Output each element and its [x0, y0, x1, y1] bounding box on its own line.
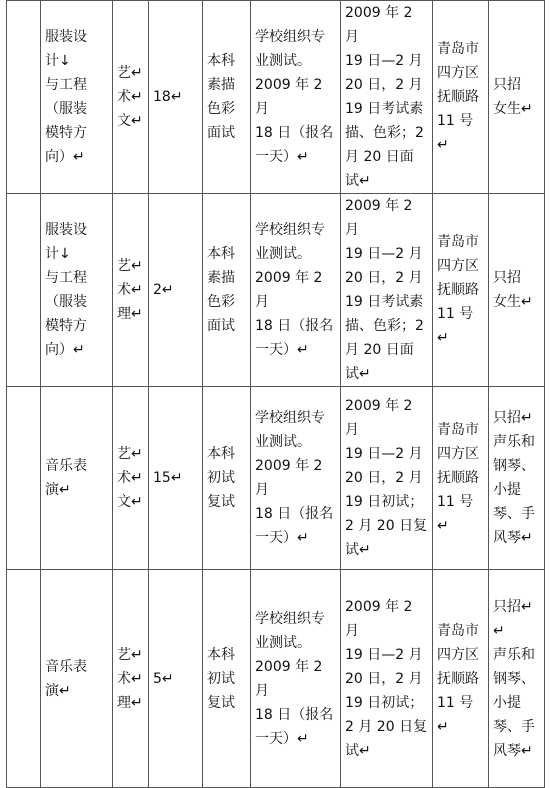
level-cell-line: 本科	[207, 446, 235, 462]
category-cell	[113, 570, 149, 788]
exam-cell-line: 一天）↵	[255, 342, 309, 358]
location-cell-line: 11 号↵	[437, 306, 474, 346]
category-cell-line: 艺↵	[117, 646, 143, 663]
level-cell-line: 素描	[207, 270, 235, 286]
location-cell-line: 青岛市	[437, 234, 479, 250]
row-gutter	[7, 570, 41, 788]
dates-cell-line: 2 月 20 日复	[345, 718, 428, 735]
dates-cell-line: 试↵	[345, 173, 371, 189]
level-cell-line: 本科	[207, 53, 235, 69]
dates-cell-line: 试↵	[345, 742, 371, 759]
major-cell-line: 计↓	[45, 53, 71, 69]
dates-cell-line: 19 日—2 月	[345, 53, 423, 69]
requirement-cell-line: 钢琴、	[493, 670, 535, 687]
exam-cell-line: 18 日（报名	[255, 125, 334, 141]
dates-cell-line: 描、色彩；2	[345, 318, 424, 334]
major-cell-line: 模特方	[45, 125, 87, 141]
exam-cell-line: 业测试。	[255, 634, 311, 651]
location-cell-line: 四方区	[437, 446, 479, 462]
category-cell-line: 文↵	[117, 113, 143, 129]
count-cell-line: 5↵	[153, 670, 174, 687]
exam-cell-line: 2009 年 2 月	[255, 658, 323, 699]
dates-cell-line: 2009 年 2 月	[345, 598, 413, 639]
dates-cell-line: 2009 年 2 月	[345, 5, 413, 45]
dates-cell-line: 19 日—2 月	[345, 246, 423, 262]
table-row	[7, 194, 545, 387]
requirement-cell-line: 琴、手	[493, 506, 535, 522]
requirement-cell-line: 只招	[493, 77, 521, 93]
location-cell-line: 11 号↵	[437, 494, 474, 534]
location-cell	[433, 194, 489, 387]
dates-cell-line: 20 日，2 月	[345, 470, 423, 486]
dates-cell-line: 20 日，2 月	[345, 77, 423, 93]
major-cell-line: 音乐表	[45, 658, 87, 675]
location-cell-line: 四方区	[437, 258, 479, 274]
category-cell-line: 艺↵	[117, 65, 143, 81]
major-cell	[41, 194, 113, 387]
category-cell-line: 文↵	[117, 494, 143, 510]
location-cell-line: 11 号↵	[437, 113, 474, 153]
requirement-cell-line: 小提	[493, 482, 521, 498]
dates-cell-line: 2 月 20 日复	[345, 518, 428, 534]
dates-cell-line: 2009 年 2 月	[345, 398, 413, 438]
requirement-cell	[489, 570, 545, 788]
exam-cell-line: 一天）↵	[255, 149, 309, 165]
major-cell-line: 与工程	[45, 270, 87, 286]
level-cell-line: 面试	[207, 125, 235, 141]
requirement-cell-line: 只招↵	[493, 598, 533, 615]
dates-cell-line: 19 日—2 月	[345, 446, 423, 462]
level-cell	[203, 387, 251, 570]
location-cell-line: 四方区	[437, 65, 479, 81]
count-cell-line: 18↵	[153, 89, 183, 105]
requirement-cell	[489, 1, 545, 194]
major-cell-line: 计↓	[45, 246, 71, 262]
requirement-cell-line: 只招	[493, 270, 521, 286]
major-cell	[41, 1, 113, 194]
exam-cell-line: 业测试。	[255, 434, 311, 450]
exam-cell	[251, 194, 341, 387]
dates-cell-line: 2009 年 2 月	[345, 198, 413, 238]
count-cell	[149, 387, 203, 570]
dates-cell-line: 描、色彩；2	[345, 125, 424, 141]
table-row	[7, 1, 545, 194]
exam-cell-line: 18 日（报名	[255, 318, 334, 334]
dates-cell-line: 20 日，2 月	[345, 670, 423, 687]
location-cell-line: 抚顺路	[437, 470, 479, 486]
exam-cell-line: 18 日（报名	[255, 506, 334, 522]
location-cell-line: 抚顺路	[437, 670, 479, 687]
requirement-cell-line: 只招↵	[493, 410, 533, 426]
row-gutter	[7, 1, 41, 194]
location-cell-line: 四方区	[437, 646, 479, 663]
category-cell-line: 术↵	[117, 670, 143, 687]
location-cell	[433, 387, 489, 570]
exam-cell	[251, 1, 341, 194]
location-cell-line: 抚顺路	[437, 89, 479, 105]
count-cell	[149, 1, 203, 194]
row-gutter	[7, 194, 41, 387]
major-cell-line: （服装	[45, 101, 87, 117]
dates-cell-line: 19 日考试素	[345, 294, 424, 310]
location-cell-line: 青岛市	[437, 422, 479, 438]
exam-cell-line: 2009 年 2 月	[255, 77, 323, 117]
major-cell-line: 服装设	[45, 29, 87, 45]
exam-cell-line: 业测试。	[255, 53, 311, 69]
category-cell-line: 理↵	[117, 306, 143, 322]
requirement-cell-line: 女生↵	[493, 101, 533, 117]
location-cell	[433, 1, 489, 194]
dates-cell-line: 试↵	[345, 366, 371, 382]
exam-cell-line: 一天）↵	[255, 530, 309, 546]
level-cell-line: 初试	[207, 470, 235, 486]
requirement-cell-line: ↵	[493, 622, 505, 639]
category-cell-line: 术↵	[117, 89, 143, 105]
requirement-cell-line: 声乐和	[493, 646, 535, 663]
count-cell	[149, 194, 203, 387]
count-cell-line: 2↵	[153, 282, 174, 298]
major-cell-line: 与工程	[45, 77, 87, 93]
dates-cell-line: 19 日初试；	[345, 694, 424, 711]
requirement-cell-line: 琴、手	[493, 718, 535, 735]
level-cell-line: 初试	[207, 670, 235, 687]
level-cell-line: 色彩	[207, 294, 235, 310]
category-cell-line: 艺↵	[117, 446, 143, 462]
level-cell	[203, 194, 251, 387]
major-cell-line: 模特方	[45, 318, 87, 334]
major-cell	[41, 387, 113, 570]
exam-cell-line: 一天）↵	[255, 730, 309, 747]
dates-cell-line: 月 20 日面	[345, 342, 414, 358]
exam-cell	[251, 570, 341, 788]
major-cell-line: 演↵	[45, 482, 71, 498]
dates-cell-line: 月 20 日面	[345, 149, 414, 165]
major-cell-line: 向）↵	[45, 149, 85, 165]
row-gutter	[7, 387, 41, 570]
category-cell	[113, 194, 149, 387]
exam-cell-line: 业测试。	[255, 246, 311, 262]
requirement-cell-line: 风琴↵	[493, 530, 533, 546]
location-cell-line: 青岛市	[437, 622, 479, 639]
exam-cell-line: 2009 年 2 月	[255, 270, 323, 310]
level-cell-line: 色彩	[207, 101, 235, 117]
category-cell-line: 艺↵	[117, 258, 143, 274]
requirement-cell-line: 风琴↵	[493, 742, 533, 759]
requirement-cell-line: 钢琴、	[493, 458, 535, 474]
exam-cell-line: 学校组织专	[255, 222, 325, 238]
dates-cell	[341, 194, 433, 387]
level-cell	[203, 570, 251, 788]
requirement-cell-line: 女生↵	[493, 294, 533, 310]
level-cell-line: 面试	[207, 318, 235, 334]
requirement-cell-line: 声乐和	[493, 434, 535, 450]
major-cell-line: 演↵	[45, 682, 71, 699]
location-cell-line: 11 号↵	[437, 694, 474, 735]
level-cell-line: 素描	[207, 77, 235, 93]
exam-cell-line: 2009 年 2 月	[255, 458, 323, 498]
dates-cell-line: 试↵	[345, 542, 371, 558]
level-cell-line: 复试	[207, 494, 235, 510]
major-cell-line: （服装	[45, 294, 87, 310]
location-cell-line: 青岛市	[437, 41, 479, 57]
table-row	[7, 387, 545, 570]
count-cell	[149, 570, 203, 788]
location-cell	[433, 570, 489, 788]
dates-cell-line: 20 日，2 月	[345, 270, 423, 286]
category-cell	[113, 387, 149, 570]
major-cell-line: 服装设	[45, 222, 87, 238]
table-row	[7, 570, 545, 788]
category-cell-line: 术↵	[117, 470, 143, 486]
exam-cell	[251, 387, 341, 570]
dates-cell-line: 19 日初试；	[345, 494, 424, 510]
category-cell-line: 术↵	[117, 282, 143, 298]
exam-cell-line: 学校组织专	[255, 410, 325, 426]
count-cell-line: 15↵	[153, 470, 183, 486]
major-cell-line: 向）↵	[45, 342, 85, 358]
level-cell-line: 复试	[207, 694, 235, 711]
requirement-cell-line: 小提	[493, 694, 521, 711]
exam-cell-line: 学校组织专	[255, 29, 325, 45]
category-cell	[113, 1, 149, 194]
dates-cell	[341, 1, 433, 194]
major-cell	[41, 570, 113, 788]
dates-cell	[341, 570, 433, 788]
level-cell-line: 本科	[207, 246, 235, 262]
category-cell-line: 理↵	[117, 694, 143, 711]
dates-cell-line: 19 日—2 月	[345, 646, 423, 663]
admissions-table	[6, 0, 545, 788]
level-cell	[203, 1, 251, 194]
requirement-cell	[489, 194, 545, 387]
requirement-cell	[489, 387, 545, 570]
location-cell-line: 抚顺路	[437, 282, 479, 298]
major-cell-line: 音乐表	[45, 458, 87, 474]
exam-cell-line: 学校组织专	[255, 610, 325, 627]
dates-cell-line: 19 日考试素	[345, 101, 424, 117]
dates-cell	[341, 387, 433, 570]
exam-cell-line: 18 日（报名	[255, 706, 334, 723]
level-cell-line: 本科	[207, 646, 235, 663]
